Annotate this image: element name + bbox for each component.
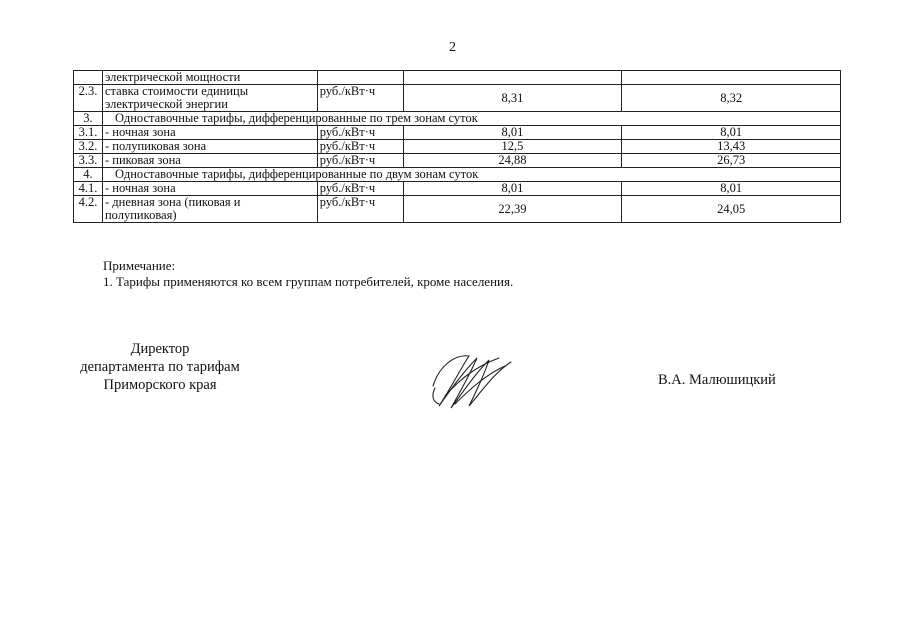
row-name-cell: - дневная зона (пиковая и полупиковая) [102, 196, 317, 223]
tariff-table [73, 70, 841, 223]
page-number: 2 [449, 40, 456, 55]
table-row [74, 196, 841, 223]
value-cell-1: 22,39 [403, 196, 622, 223]
table-row [74, 71, 841, 85]
note-text: 1. Тарифы применяются ко всем группам потребителей, кроме населения. [103, 274, 514, 289]
unit-cell: руб./кВт·ч [317, 85, 403, 112]
row-number-cell: 3.3. [74, 154, 103, 168]
table-row [74, 154, 841, 168]
row-number-cell: 4.2. [74, 196, 103, 223]
note-label: Примечание: [103, 258, 176, 273]
row-number-cell: 2.3. [74, 85, 103, 112]
signatory-title [60, 340, 260, 394]
value-cell-2: 24,05 [622, 196, 841, 223]
row-name-cell: ставка стоимости единицы электрической энергии [102, 85, 317, 112]
value-cell-1: 8,01 [403, 182, 622, 196]
row-number-cell: 3. [74, 112, 103, 126]
tariff-table-body [74, 71, 841, 223]
value-cell-1: 12,5 [403, 140, 622, 154]
table-row [74, 85, 841, 112]
signatory-title-line1: Директор [130, 341, 190, 357]
unit-cell: руб./кВт·ч [317, 196, 403, 223]
signatory-name: В.А. Малюшицкий [658, 372, 776, 388]
unit-cell: руб./кВт·ч [317, 126, 403, 140]
unit-cell: руб./кВт·ч [317, 182, 403, 196]
row-name-cell: электрической мощности [102, 71, 317, 85]
table-row [74, 140, 841, 154]
table-row [74, 126, 841, 140]
row-name-cell: - пиковая зона [102, 154, 317, 168]
table-row [74, 182, 841, 196]
row-number-cell: 3.2. [74, 140, 103, 154]
value-cell-1: 24,88 [403, 154, 622, 168]
table-section-row [74, 112, 841, 126]
unit-cell: руб./кВт·ч [317, 140, 403, 154]
handwritten-signature [425, 348, 525, 423]
value-cell-1 [403, 71, 622, 85]
signature-icon [425, 348, 525, 418]
value-cell-2: 26,73 [622, 154, 841, 168]
section-title-cell: Одноставочные тарифы, дифференцированные по двум зонам суток [102, 168, 840, 182]
unit-cell: руб./кВт·ч [317, 154, 403, 168]
value-cell-2 [622, 71, 841, 85]
row-name-cell: - ночная зона [102, 182, 317, 196]
table-section-row [74, 168, 841, 182]
value-cell-2: 13,43 [622, 140, 841, 154]
value-cell-2: 8,01 [622, 126, 841, 140]
value-cell-2: 8,32 [622, 85, 841, 112]
row-number-cell [74, 71, 103, 85]
signatory-title-line2: департамента по тарифам [80, 359, 240, 375]
row-name-cell: - ночная зона [102, 126, 317, 140]
signatory-title-line3: Приморского края [103, 377, 217, 393]
value-cell-1: 8,31 [403, 85, 622, 112]
section-title-cell: Одноставочные тарифы, дифференцированные по трем зонам суток [102, 112, 840, 126]
row-number-cell: 4.1. [74, 182, 103, 196]
row-name-cell: - полупиковая зона [102, 140, 317, 154]
unit-cell [317, 71, 403, 85]
note-block [103, 258, 513, 290]
row-number-cell: 3.1. [74, 126, 103, 140]
value-cell-1: 8,01 [403, 126, 622, 140]
row-number-cell: 4. [74, 168, 103, 182]
value-cell-2: 8,01 [622, 182, 841, 196]
